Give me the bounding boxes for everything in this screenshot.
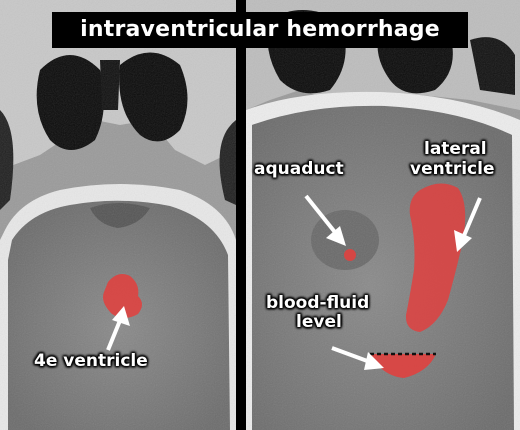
label-lateral-line2: ventricle xyxy=(410,159,495,179)
right-ct-panel xyxy=(246,0,520,430)
panel-divider xyxy=(236,0,246,430)
label-blood-fluid-line1: blood-fluid xyxy=(266,293,370,313)
figure-title: intraventricular hemorrhage xyxy=(52,12,468,48)
label-blood-fluid-line2: level xyxy=(296,312,342,332)
aquaduct-hemorrhage xyxy=(344,249,356,261)
label-aquaduct: aquaduct xyxy=(254,159,344,179)
label-4e-ventricle: 4e ventricle xyxy=(34,351,148,371)
label-lateral-line1: lateral xyxy=(424,139,487,159)
